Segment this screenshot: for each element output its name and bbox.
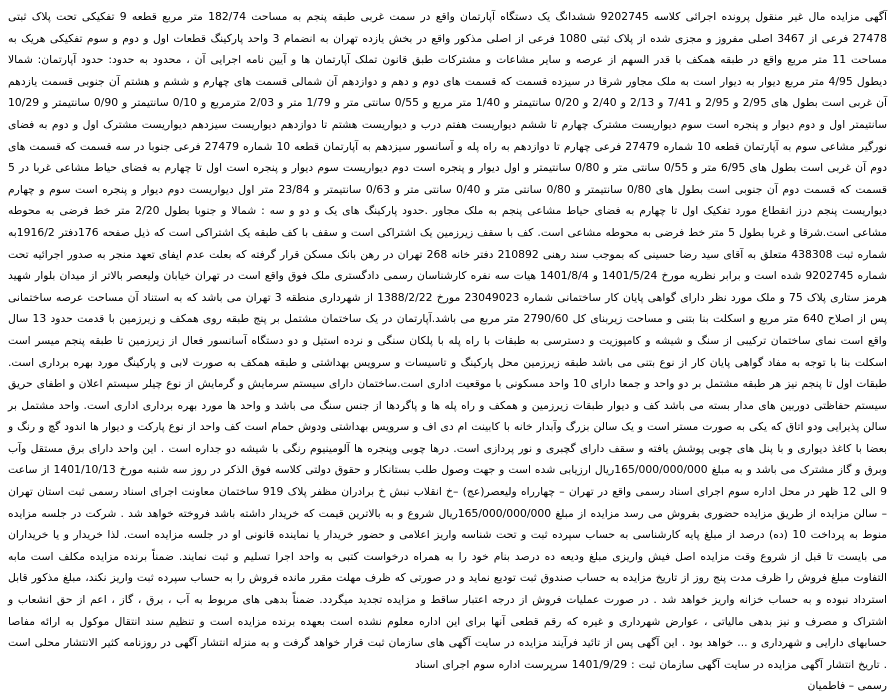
auction-notice-body: آگهی مزایده مال غیر منقول پرونده اجرائی کلاسه 9202745 ششدانگ یک دستگاه آپارتمان واقع در سمت غربی طبقه پنجم به مساحت 182/74 متر مربع قطعه 9 تفکیکی تحت پلاک ثبتی 27478 فرعی از 3467 اصلی مفروز و مجزی شده از پلاک ثبتی 1080 فرعی از اصلی مذکور واقع در بخش یازده تهران به انضمام 3 واحد پارکینگ قطعات اول و دوم و سوم تفکیکی هریک به مساحت 11 متر مربع واقع در طبقه همکف با قدر السهم از عرصه و سایر مشاعات و مشترکات طبق قانون تملک آپارتمان ها و آیین نامه اجرایی آن ، محدود به حدود: حدود آپارتمان: شمالا دیطول 4/95 متر مربع دیوار به دیوار است به ملک مجاور شرقا در سیزده قسمت که قسمت های دوم و دهم و دوازدهم آن شمالی قسمت های چهارم و ششم و هشتم آن جنوبی قسمت یازدهم آن غربی است بطول های 2/95 و 2/95 و 7/41 و 2/13 و 2/40 و 0/20 سانتیمتر و 1/40 متر مربع و 0/55 سانتی متر و 1/79 متر و 2/03 مترمربع و 0/10 سانتیمتر و 0/90 سانتیمتر و 10/29 سانتیمتر اول و دوم دیوار و پنجره است سوم دیواریست مشترک چهارم تا ششم دیواریست هفتم درب و دیواریست هشتم تا دوازدهم دیواریست سیزدهم دیواریست مشترک اول و دوم به فضای نورگیر مشاعی سوم به آپارتمان قطعه 10 شماره 27479 فرعی چهارم تا دوازدهم به راه پله و آسانسور سیزدهم به آپارتمان قطعه 10 شماره 27479 فرعی جنوبا در سه قسمت که قسمت های دوم آن غربی است بطول های 6/95 متر و 0/55 سانتی متر و 0/80 سانتیمتر و اول دیوار و پنجره است دوم دیواریست سوم دیوار و پنجره است اول تا چهارم به فضای حیاط مشاعی غربا در 5 قسمت که قسمت دوم آن جنوبی است بطول های 0/80 سانتیمتر و 0/80 سانتی متر و 0/40 سانتی متر و 0/63 سانتیمتر و 23/84 متر اول دیواریست دوم دیوار و پنجره است سوم و چهارم دیواریست پنجم درز انقطاع مورد تفکیک اول تا چهارم به فضای حیاط مشاعی پنجم به ملک مجاور .حدود پارکینگ های یک و دو و سه : شمالا و جنوبا بطول 2/20 متر خط فرضی به محوطه مشاعی است.شرقا و غربا بطول 5 متر خط فرضی به محوطه مشاعی است. کف با سقف زیرزمین یک اشتراکی است و سقف با کف طبقه یک اشتراکی است که ذیل صفحه 176دفتر 1916/2به شماره ثبت 438308 متعلق به آقای سید رضا حسینی که بموجب سند رهنی 210892 دفتر خانه 268 تهران در رهن بانک مسکن قرار گرفته که بعلت عدم ایفای تعهد منجر به صدور اجرائیه تحت شماره 9202745 شده است و برابر نظریه مورخ 1401/5/24 و 1401/8/4 هیات سه نفره کارشناسان رسمی دادگستری ملک فوق واقع است در تهران خیابان ولیعصر بالاتر از میدان بلوار شهید هرمز ستاری پلاک 75 و ملک مورد نظر دارای گواهی پایان کار ساختمانی شماره 23049023 مورخ 1388/2/22 از شهرداری منطقه 3 تهران می باشد که به استناد آن مساحت عرصه ساختمانی پس از اصلاح 640 متر مربع و اسکلت بنا بتنی و مساحت زیربنای کل 2790/60 متر مربع می باشد.آپارتمان در یک ساختمان مشتمل بر پنج طبقه روی همکف و زیرزمین با قدمت حدود 13 سال واقع است نمای ساختمان ترکیبی از سنگ و شیشه و کامپوزیت و دسترسی به طبقات با راه پله با پلکان سنگی و نرده استیل و دو دستگاه آسانسور فعال از زیرزمین تا طبقه پنجم میسر است اسکلت بنا با توجه به مفاد گواهی پایان کار از نوع بتنی می باشد طبقه زیرزمین محل پارکینگ و تاسیسات و سرویس بهداشتی و طبقه همکف به صورت لابی و پارکینگ مورد بهره برداری است. طبقات اول تا پنجم نیز هر طبقه مشتمل بر دو واحد و جمعا دارای 10 واحد مسکونی با موقعیت اداری است.ساختمان دارای سیستم سرمایش و گرمایش از نوع چیلر سیستم اعلان و اطفای حریق سیستم حفاظتی دوربین های مدار بسته می باشد کف و دیوار طبقات زیرزمین و همکف و راه پله ها و پاگردها از جنس سنگ می باشد و واحد ها مورد بهره برداری اداری است. واحد مشتمل بر سالن پذیرایی ودو اتاق که یکی به صورت مستر است و یک سالن بزرگ وآبدار خانه با کابینت ام دی اف و سرویس بهداشتی ودوش حمام است کف واحد از نوع پارکت و دیوار ها اندود گچ و رنگ و بعضا با کاغذ دیواری و با پنل های چوبی پوشش یافته و سقف دارای گچبری و نور پردازی است. درها چوبی وپنجره ها آلومینیوم رنگی با شیشه دو جداره است . این واحد دارای برق مستقل وآب وبرق و گاز مشترک می باشد و به مبلغ 165/000/000/000ریال ارزیابی شده است و جهت وصول طلب بستانکار و حقوق دولتی کلاسه فوق الذکر در روز سه شنبه مورخ 1401/10/13 از ساعت 9 الی 12 ظهر در محل اداره سوم اجرای اسناد رسمی واقع در تهران – چهارراه ولیعصر(عج) –خ انقلاب نبش خ برادران مظفر پلاک 919 ساختمان معاونت اجرای اسناد رسمی ثبت استان تهران – سالن مزایده از طریق مزایده حضوری بفروش می رسد مزایده از مبلغ 165/000/000/000ریال شروع و به بالاترین قیمت که خریدار داشته باشد فروخته خواهد شد . شرکت در جلسه مزایده منوط به پرداخت 10 (ده) درصد از مبلغ پایه کارشناسی به حساب سپرده ثبت و تحت شناسه واریز اعلامی و حضور خریدار یا نماینده قانونی او در جلسه مزایده است. لذا خریدار و یا خریداران می بایست تا قبل از شروع وقت مزایده اصل فیش واریزی مبلغ ودیعه ده درصد بنام خود را به همراه درخواست کتبی به واحد اجرا تسلیم و ثبت نمایند. ضمناً برنده مزایده مکلف است مابه التفاوت مبلغ فروش را ظرف مدت پنج روز از تاریخ مزایده به حساب صندوق ثبت تودیع نماید و در صورتی که ظرف مهلت مقرر مانده فروش را به حساب سپرده ثبت واریز نکند، مبلغ مذکور قابل استرداد نبوده و به حساب خزانه واریز خواهد شد . در صورت عملیات فروش از درجه اعتبار ساقط و مزایده تجدید میگردد. ضمناً بدهی های مربوط به آب ، برق ، گاز ، اعم از حق انشعاب و اشتراک و مصرف و نیز بدهی مالیاتی ، عوارض شهرداری و غیره که رقم قطعی آنها برای این اداره معلوم نشده است بعهده برنده مزایده است و تنظیم سند انتقال موکول به ارائه مفاصا حسابهای دارایی و شهرداری و ... خواهد بود . این آگهی پس از تائید فرآیند مزایده در سایت آگهی های سازمان ثبت قرار خواهد گرفت و به منزله انتشار آگهی در روزنامه کثیر الانتشار محلی است . تاریخ انتشار آگهی مزایده در سایت آگهی سازمان ثبت : 1401/9/29 سرپرست اداره سوم اجرای اسناد (8, 10, 888, 671)
auction-notice-signature: رسمی – فاطمیان (807, 679, 887, 693)
